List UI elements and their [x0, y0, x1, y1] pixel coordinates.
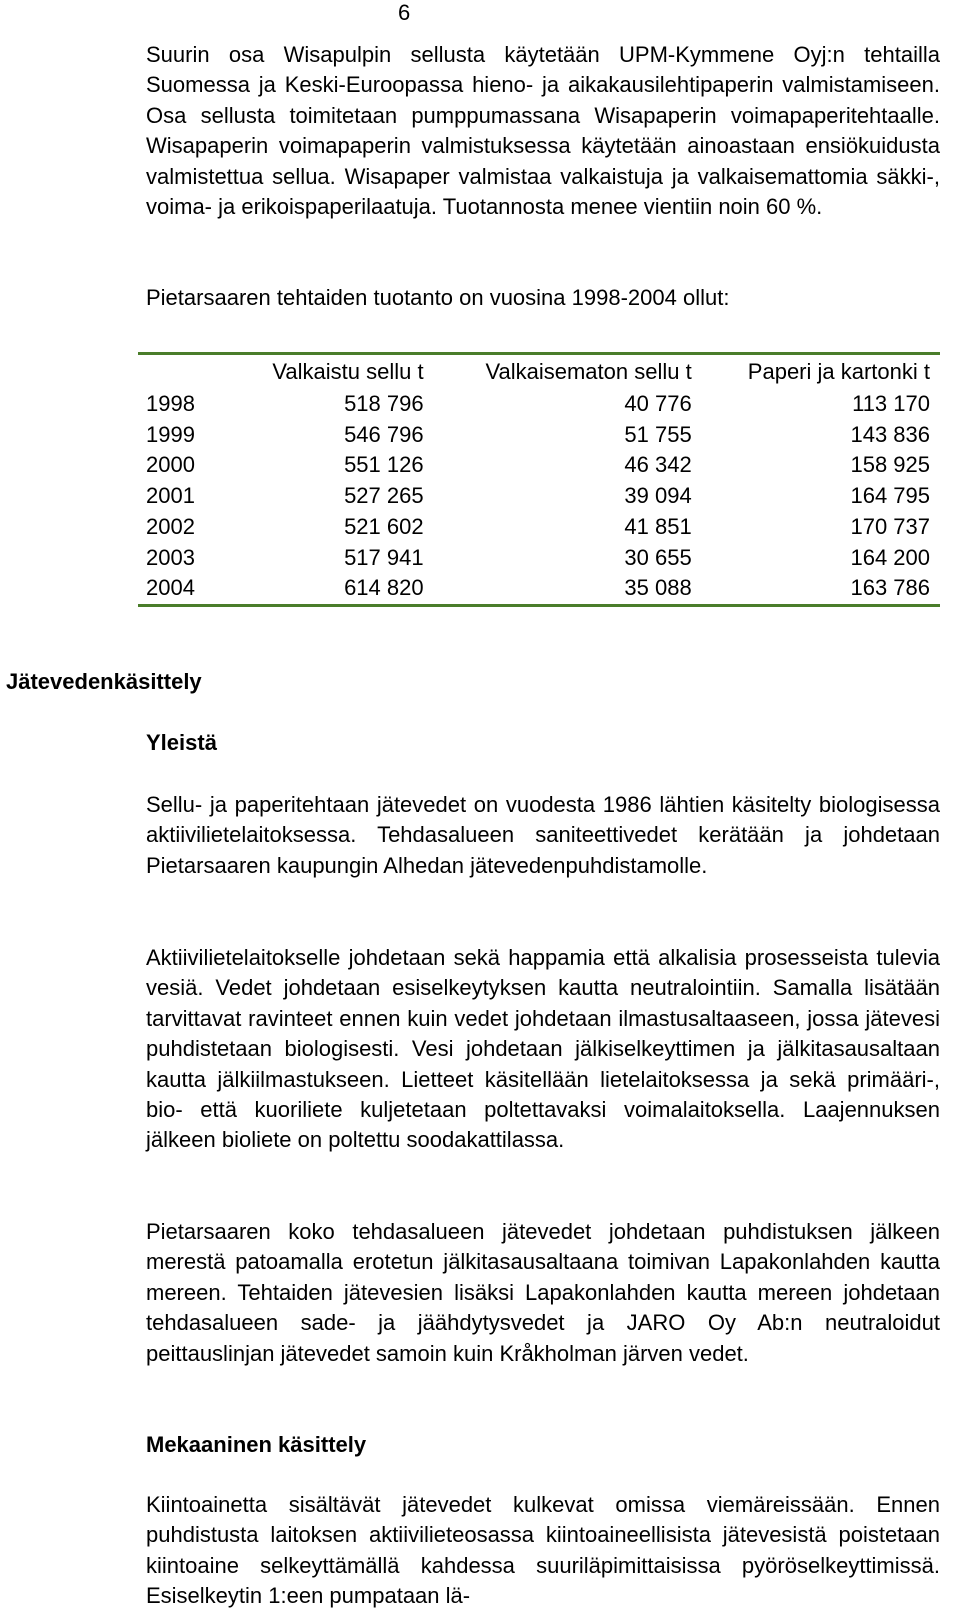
- cell-unbleached-pulp: 39 094: [624, 483, 692, 509]
- table-row: [138, 543, 940, 574]
- subheading-mechanical: Mekaaninen käsittely: [146, 1432, 367, 1457]
- cell-year: 2000: [146, 452, 195, 478]
- table-row: [138, 420, 940, 451]
- cell-unbleached-pulp: 30 655: [624, 544, 692, 570]
- table-intro: Pietarsaaren tehtaiden tuotanto on vuosina 1998-2004 ollut:: [146, 285, 730, 310]
- table-header-paper-board: Paperi ja kartonki t: [747, 359, 930, 384]
- cell-year: 2002: [146, 513, 195, 539]
- cell-unbleached-pulp: 46 342: [624, 452, 692, 478]
- cell-year: 1998: [146, 391, 195, 416]
- cell-paper-board: 158 925: [850, 452, 930, 478]
- cell-unbleached-pulp: 51 755: [624, 421, 692, 447]
- cell-paper-board: 164 795: [850, 483, 930, 509]
- table-row: [138, 481, 940, 512]
- table-header-row: [138, 354, 940, 390]
- table-row: [138, 573, 940, 605]
- cell-bleached-pulp: 551 126: [344, 452, 424, 478]
- table-row: [138, 389, 940, 420]
- cell-paper-board: 113 170: [852, 391, 930, 416]
- paragraph-mechanical: Kiintoainetta sisältävät jätevedet kulkevat omissa viemäreissään. Ennen puhdistusta laitoksen aktiivilieteosassa kiintoaineellisista jätevesistä poistetaan kiintoaine selkeyttämällä kahdessa suuriläpimittaisissa pyöröselkeyttimissä. Esiselkeytin 1:een pumpataan lä-: [146, 1492, 940, 1609]
- cell-bleached-pulp: 546 796: [344, 421, 424, 447]
- cell-year: 2001: [146, 483, 195, 509]
- intro-paragraph: Suurin osa Wisapulpin sellusta käytetään UPM-Kymmene Oyj:n tehtailla Suomessa ja Keski-Euroopassa hieno- ja aikakausilehtipaperin valmistamiseen. Osa sellusta toimitetaan pumppumassana Wisapaperin voimapaperitehtaalle. Wisapaperin voimapaperin valmistuksessa käytetään ainoastaan ensiökuidusta valmistettua sellua. Wisapaper valmistaa valkaistuja ja valkaisemattomia säkki-, voima- ja erikoispaperilaatuja. Tuotannosta menee vientiin noin 60 %.: [146, 42, 940, 220]
- paragraph-general-2: Aktiivilietelaitokselle johdetaan sekä happamia että alkalisia prosesseista tulevia vesiä. Vedet johdetaan esiselkeytyksen kautta neutralointiin. Samalla lisätään tarvittavat ravinteet ennen kuin vedet johdetaan ilmastusaltaaseen, jossa jätevesi puhdistetaan biologisesti. Vesi johdetaan jälkiselkeyttimen ja jälkitasausaltaan kautta jälkiilmastukseen. Lietteet käsitellään lietelaitoksessa ja sekä primääri-, bio- että kuoriliete kuljetetaan poltettavaksi voimalaitoksella. Laajennuksen jälkeen bioliete on poltettu soodakattilassa.: [146, 945, 940, 1153]
- table-header-year: [138, 354, 225, 390]
- table-row: [138, 512, 940, 543]
- cell-paper-board: 143 836: [850, 421, 930, 447]
- cell-bleached-pulp: 527 265: [344, 483, 424, 509]
- cell-bleached-pulp: 518 796: [344, 391, 424, 416]
- table-header-bleached-pulp: Valkaistu sellu t: [272, 359, 424, 384]
- table-row: [138, 450, 940, 481]
- cell-bleached-pulp: 521 602: [344, 513, 424, 539]
- cell-paper-board: 163 786: [850, 575, 930, 601]
- cell-unbleached-pulp: 40 776: [624, 391, 692, 416]
- page-number: 6: [398, 0, 411, 25]
- production-table: [138, 352, 940, 607]
- table-header-unbleached-pulp: Valkaisematon sellu t: [485, 359, 692, 384]
- paragraph-general-1: Sellu- ja paperitehtaan jätevedet on vuodesta 1986 lähtien käsitelty biologisessa aktiivilietelaitoksessa. Tehdasalueen saniteettivedet kerätään ja johdetaan Pietarsaaren kaupungin Alhedan jätevedenpuhdistamolle.: [146, 792, 940, 878]
- subheading-general: Yleistä: [146, 730, 217, 755]
- cell-bleached-pulp: 517 941: [344, 544, 424, 570]
- cell-unbleached-pulp: 41 851: [624, 513, 692, 539]
- cell-year: 1999: [146, 421, 195, 447]
- cell-paper-board: 170 737: [850, 513, 930, 539]
- cell-year: 2003: [146, 544, 195, 570]
- cell-paper-board: 164 200: [850, 544, 930, 570]
- cell-year: 2004: [146, 575, 195, 601]
- cell-unbleached-pulp: 35 088: [624, 575, 692, 601]
- cell-bleached-pulp: 614 820: [344, 575, 424, 601]
- paragraph-general-3: Pietarsaaren koko tehdasalueen jätevedet johdetaan puhdistuksen jälkeen merestä patoamalla erotetun jälkitasausaltaana toimivan Lapakonlahden kautta mereen. Tehtaiden jätevesien lisäksi Lapakonlahden kautta mereen johdetaan tehdasalueen sade- ja jäähdytysvedet ja JARO Oy Ab:n neutraloidut peittauslinjan jätevedet samoin kuin Kråkholman järven vedet.: [146, 1219, 940, 1366]
- section-heading: Jätevedenkäsittely: [6, 669, 202, 694]
